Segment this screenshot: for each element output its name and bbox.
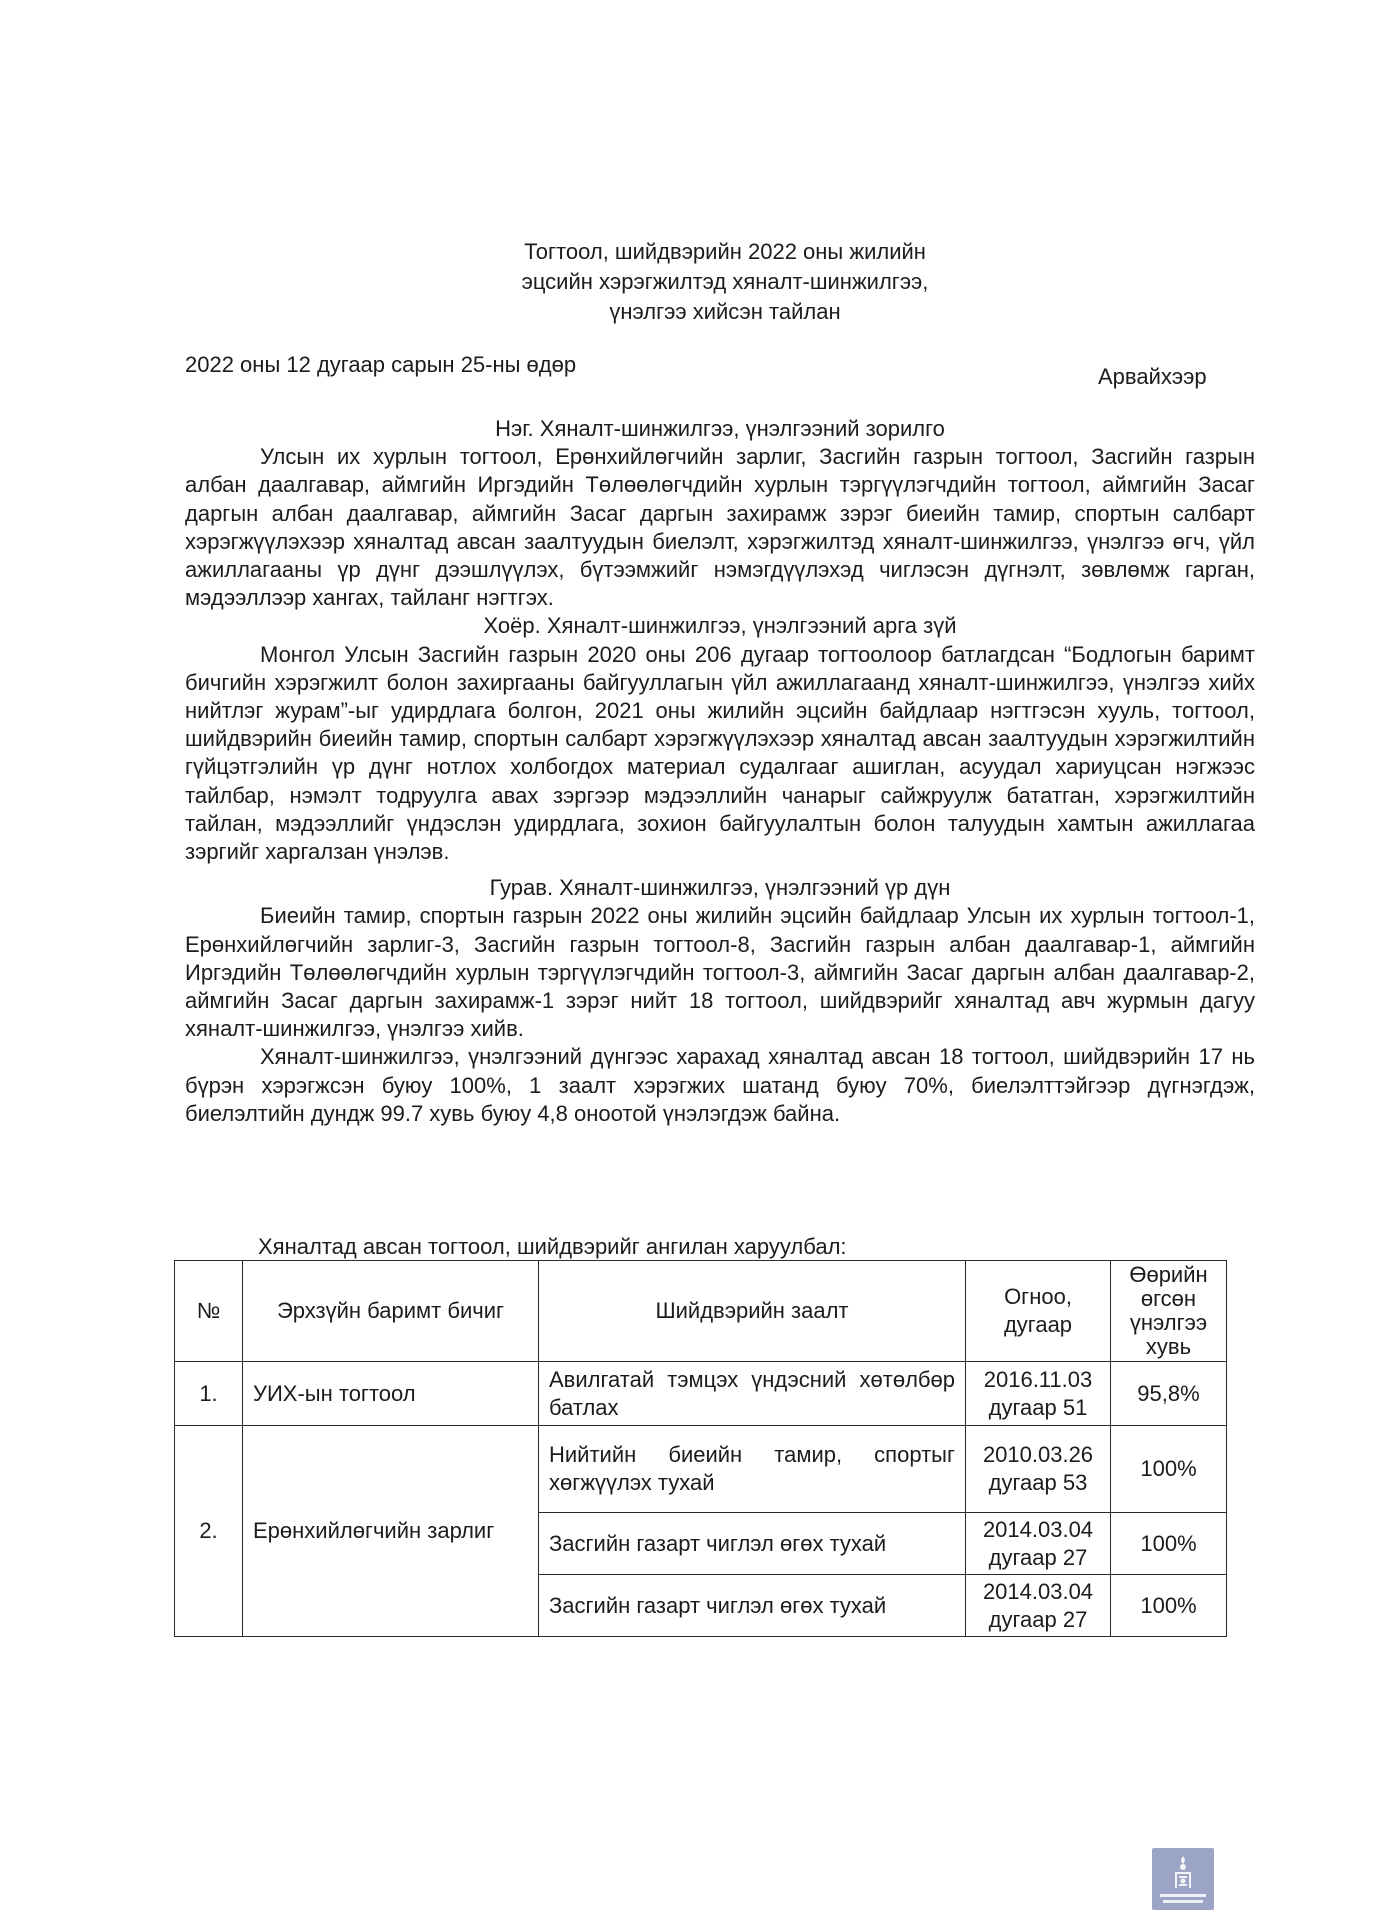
title-line-2: эцсийн хэрэгжилтэд хяналт-шинжилгээ,: [521, 269, 929, 294]
row-score: 100%: [1111, 1426, 1227, 1513]
table-header-row: [175, 1261, 1227, 1362]
document-date: 2022 оны 12 дугаар сарын 25-ны өдөр: [185, 352, 577, 377]
row-number: дугаар 53: [988, 1470, 1088, 1495]
row-decision-clause: Нийтийн биеийн тамир, спортыг хөгжүүлэх тухай: [539, 1426, 966, 1513]
row-date-number: [966, 1362, 1111, 1426]
row-legal-document: Ерөнхийлөгчийн зарлиг: [243, 1426, 539, 1637]
section-paragraph: Монгол Улсын Засгийн газрын 2020 оны 206 дугаар тогтоолоор батлагдсан “Бодлогын баримт бичгийн хэрэгжилт болон захиргааны байгууллагын үйл ажиллагаанд хяналт-шинжилгээ, үнэлгээ хийх нийтлэг журам”-ыг удирдлага болгон, 2021 оны жилийн эцсийн байдлаар нэгтгэсэн хууль, тогтоол, шийдвэрийн биеийн тамир, спортын салбарт хэрэгжүүлэхээр хяналтад авсан заалтуудын хэрэгжилтийн гүйцэтгэлийн үр дүнг нотлох холбогдох материал судалгааг ашиглан, асуудал хариуцсан нэгжээс тайлбар, нэмэлт тодруулга авах зэргээр мэдээллийн чанарыг сайжруулж бататган, хэрэгжилтийн тайлан, мэдээллийг үндэслэн удирдлага, зохион байгуулалтын болон талуудын хамтын ажиллагаа зэргийг харгалзан үнэлэв.: [185, 641, 1255, 865]
report-body: [185, 415, 1255, 1128]
section-paragraph: Хяналт-шинжилгээ, үнэлгээний дүнгээс харахад хяналтад авсан 18 тогтоол, шийдвэрийн 17 нь бүрэн хэрэгжсэн буюу 100%, 1 заалт хэрэгжих шатанд буюу 70%, биелэлттэйгээр дүгнэгдэж, биелэлтийн дундж 99.7 хувь буюу 4,8 оноотой үнэлэгдэж байна.: [185, 1044, 1255, 1126]
header-score-line: хувь: [1145, 1334, 1192, 1359]
table-row: [175, 1362, 1227, 1426]
header-date-line: Огноо,: [1004, 1284, 1072, 1309]
section-paragraph: Улсын их хурлын тогтоол, Ерөнхийлөгчийн зарлиг, Засгийн газрын тогтоол, Засгийн газрын албан даалгавар, аймгийн Иргэдийн Төлөөлөгчдийн хурлын тэргүүлэгчдийн тогтоол, аймгийн Засаг даргын албан даалгавар, аймгийн Засаг даргын захирамж зэрэг биеийн тамир, спортын салбарт хэрэгжүүлэхээр хяналтад авсан заалтуудын биелэлт, хэрэгжилтэд хяналт-шинжилгээ, үнэлгээ өгч, үйл ажиллагааны үр дүнг дээшлүүлэх, бүтээмжийг нэмэгдүүлэхэд чиглэсэн дүгнэлт, зөвлөмж гарган, мэдээллээр хангах, тайланг нэгтгэх.: [185, 444, 1255, 611]
table-caption: Хяналтад авсан тогтоол, шийдвэрийг ангилан харуулбал:: [258, 1234, 847, 1259]
decisions-table: [174, 1260, 1227, 1637]
header-score-line: Өөрийн: [1129, 1262, 1208, 1287]
row-date-number: [966, 1575, 1111, 1637]
table-row: [175, 1426, 1227, 1513]
section-heading-results: Гурав. Хяналт-шинжилгээ, үнэлгээний үр дүн: [489, 875, 951, 901]
row-date: 2014.03.04: [982, 1516, 1094, 1542]
header-legal-document: Эрхзүйн баримт бичиг: [243, 1261, 539, 1362]
row-number: дугаар 27: [988, 1544, 1088, 1570]
row-date-number: [966, 1513, 1111, 1575]
row-legal-document: УИХ-ын тогтоол: [243, 1362, 539, 1426]
document-place: Арвайхээр: [1098, 364, 1207, 389]
row-date: 2016.11.03: [983, 1366, 1093, 1392]
title-line-3: үнэлгээ хийсэн тайлан: [609, 299, 841, 324]
row-number: дугаар 27: [988, 1606, 1088, 1632]
section-heading-method: Хоёр. Хяналт-шинжилгээ, үнэлгээний арга зүй: [483, 613, 957, 639]
row-number: 2.: [175, 1426, 243, 1637]
government-logo: [1152, 1848, 1214, 1910]
soyombo-emblem-icon: [1174, 1855, 1192, 1889]
row-score: 95,8%: [1111, 1362, 1227, 1426]
document-title: [400, 237, 1050, 327]
header-date-number: [966, 1261, 1111, 1362]
header-number-line: дугаар: [1003, 1312, 1073, 1337]
logo-caption: [1157, 1894, 1209, 1906]
title-line-1: Тогтоол, шийдвэрийн 2022 оны жилийн: [524, 239, 926, 264]
row-date: 2010.03.26: [982, 1442, 1094, 1467]
row-date-number: [966, 1426, 1111, 1513]
section-heading-goal: Нэг. Хяналт-шинжилгээ, үнэлгээний зорилго: [495, 416, 945, 441]
row-number: 1.: [175, 1362, 243, 1426]
header-self-score: [1111, 1261, 1227, 1362]
row-score: 100%: [1111, 1575, 1227, 1637]
row-decision-clause: Засгийн газарт чиглэл өгөх тухай: [539, 1513, 966, 1575]
row-number: дугаар 51: [988, 1394, 1088, 1420]
row-date: 2014.03.04: [982, 1578, 1094, 1604]
header-decision-clause: Шийдвэрийн заалт: [539, 1261, 966, 1362]
section-paragraph: Биеийн тамир, спортын газрын 2022 оны жилийн эцсийн байдлаар Улсын их хурлын тогтоол-1, Ерөнхийлөгчийн зарлиг-3, Засгийн газрын тогтоол-8, Засгийн газрын албан даалгавар-1, аймгийн Иргэдийн Төлөөлөгчдийн хурлын тэргүүлэгчдийн тогтоол-3, аймгийн Засаг даргын албан даалгавар-2, аймгийн Засаг даргын захирамж-1 зэрэг нийт 18 тогтоол, шийдвэрийг хяналтад авч журмын дагуу хяналт-шинжилгээ, үнэлгээ хийв.: [185, 903, 1255, 1042]
header-score-line: үнэлгээ: [1129, 1310, 1208, 1335]
spacer: [185, 866, 1255, 874]
header-number: №: [175, 1261, 243, 1362]
header-score-line: өгсөн: [1140, 1286, 1197, 1311]
row-score: 100%: [1111, 1513, 1227, 1575]
row-decision-clause: Авилгатай тэмцэх үндэсний хөтөлбөр батлах: [539, 1362, 966, 1426]
row-decision-clause: Засгийн газарт чиглэл өгөх тухай: [539, 1575, 966, 1637]
